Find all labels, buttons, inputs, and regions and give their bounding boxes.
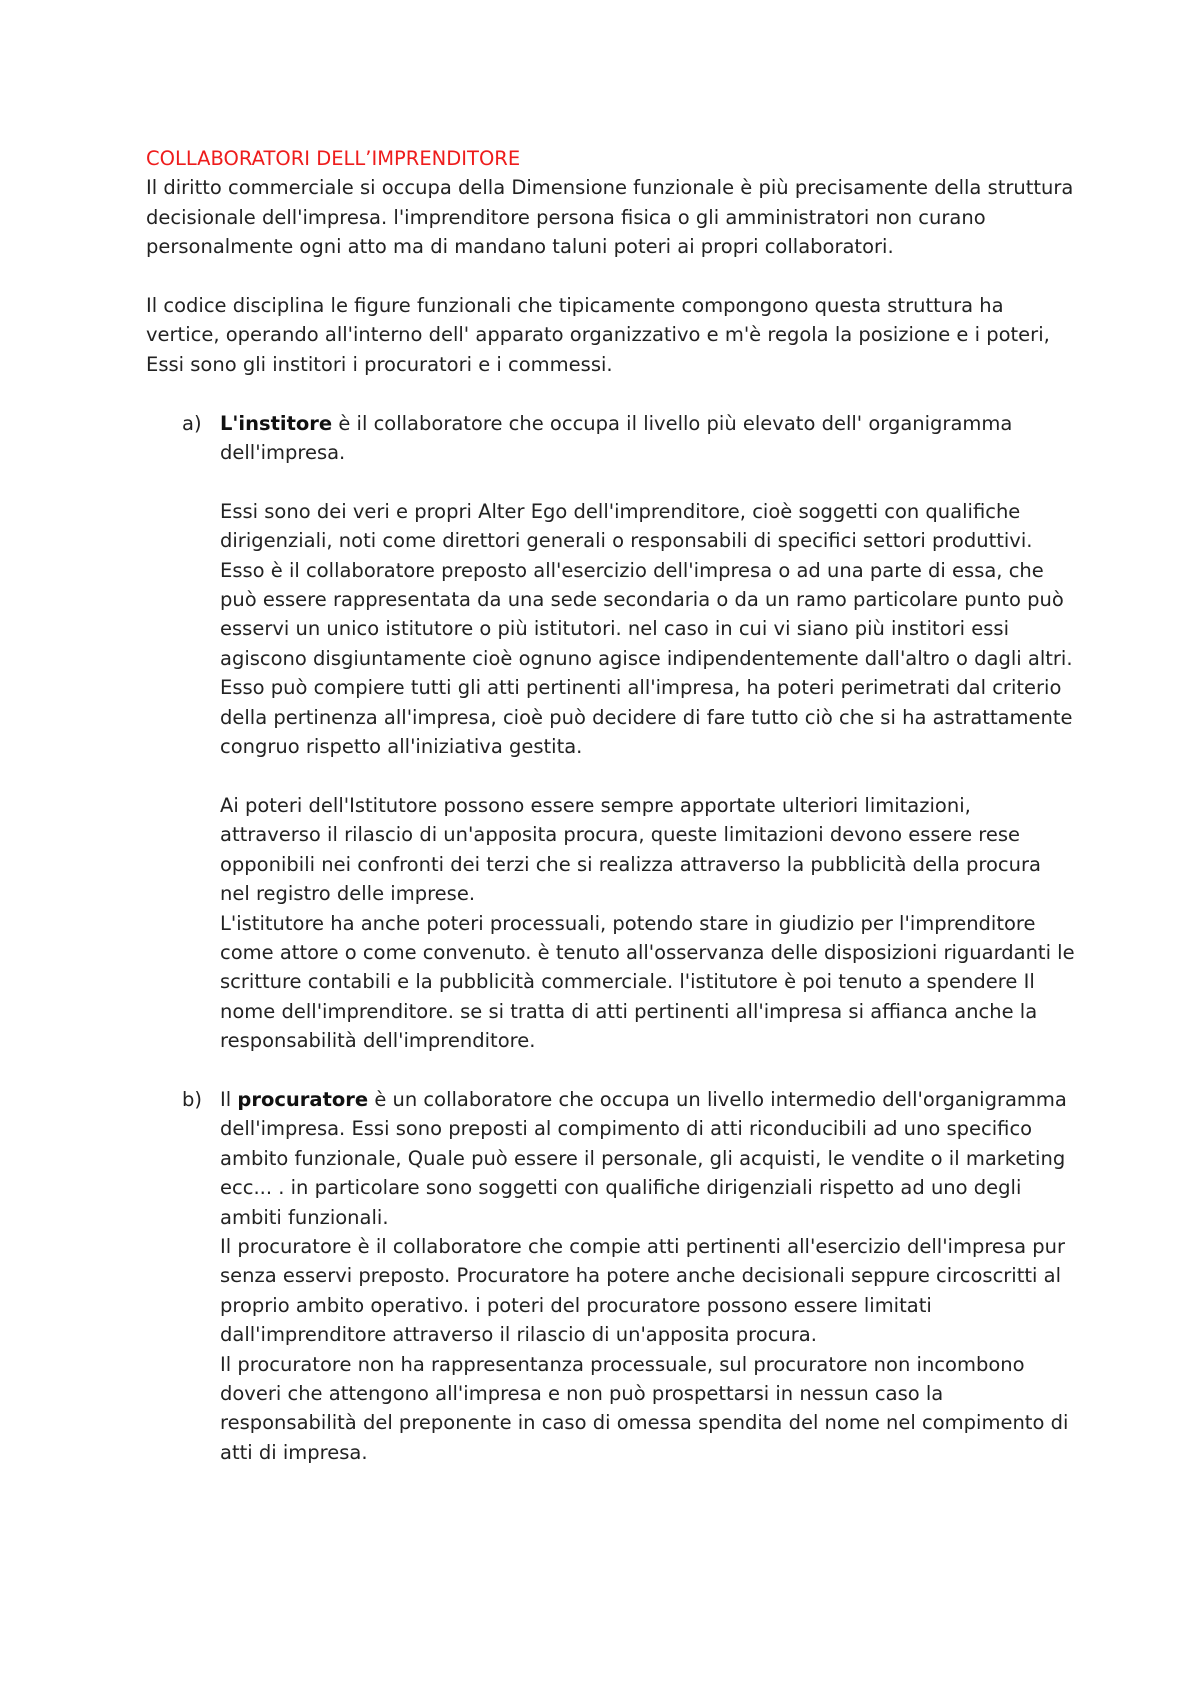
list-marker: b) — [182, 1087, 202, 1111]
intro-paragraph-2: Il codice disciplina le figure funzionali che tipicamente compongono questa struttura ha vertice, operando all'interno dell' apparato organizzativo e m'è regola la posizione e i poteri, Essi sono gli institori i procuratori e i commessi. — [146, 294, 1050, 376]
institore-lead — [220, 409, 1076, 468]
document-page — [146, 144, 1076, 1467]
institore-paragraph-3: Esso può compiere tutti gli atti pertinenti all'impresa, ha poteri perimetrati dal criterio della pertinenza all'impresa, cioè può decidere di fare tutto ciò che si ha astrattamente congruo rispetto all'iniziativa gestita. — [220, 676, 1073, 759]
procuratore-lead — [220, 1085, 1076, 1232]
intro-paragraph-1: Il diritto commerciale si occupa della Dimensione funzionale è più precisamente della struttura decisionale dell'impresa. l'imprenditore persona fisica o gli amministratori non curano personalmente ogni atto ma di mandano taluni poteri ai propri collaboratori. — [146, 176, 1074, 259]
institore-paragraph-1: Essi sono dei veri e propri Alter Ego dell'imprenditore, cioè soggetti con qualifiche dirigenziali, noti come direttori generali o responsabili di specifici settori produttivi. — [220, 499, 1033, 553]
spacer — [146, 262, 1076, 291]
procuratore-lead-text: è un collaboratore che occupa un livello intermedio dell'organigramma dell'impresa. Essi sono preposti al compimento di atti riconducibili ad uno specifico ambito funzionale, Quale può essere il personale, gli acquisti, le vendite o il marketing ecc... . in particolare sono soggetti con qualifiche dirigenziali rispetto ad uno degli ambiti funzionali. — [220, 1087, 1067, 1229]
list-marker: a) — [182, 411, 202, 435]
procuratore-paragraph-2: Il procuratore non ha rappresentanza processuale, sul procuratore non incombono doveri che attengono all'impresa e non può prospettarsi in nessun caso la responsabilità del preponente in caso di omessa spendita del nome nel compimento di atti di impresa. — [220, 1352, 1069, 1464]
spacer — [220, 761, 1076, 790]
term-institore: L'institore — [220, 411, 333, 435]
procuratore-lead-pre: Il — [220, 1087, 238, 1111]
page-title: COLLABORATORI DELL’IMPRENDITORE — [146, 147, 521, 170]
spacer — [146, 379, 1076, 408]
institore-paragraph-5: L'istitutore ha anche poteri processuali, potendo stare in giudizio per l'imprenditore come attore o come convenuto. è tenuto all'osservanza delle disposizioni riguardanti le scritture contabili e la pubblicità commerciale. l'istitutore è poi tenuto a spendere Il nome dell'imprenditore. se si tratta di atti pertinenti all'impresa si affianca anche la responsabilità dell'imprenditore. — [220, 911, 1075, 1053]
spacer — [220, 467, 1076, 496]
procuratore-paragraph-1: Il procuratore è il collaboratore che compie atti pertinenti all'esercizio dell'impresa pur senza esservi preposto. Procuratore ha potere anche decisionali seppure circoscritti al proprio ambito operativo. i poteri del procuratore possono essere limitati dall'imprenditore attraverso il rilascio di un'apposita procura. — [220, 1234, 1065, 1347]
term-procuratore: procuratore — [237, 1087, 369, 1111]
spacer — [146, 1056, 1076, 1085]
institore-lead-text: è il collaboratore che occupa il livello più elevato dell' organigramma dell'impresa. — [220, 411, 1013, 465]
institore-paragraph-4: Ai poteri dell'Istitutore possono essere sempre apportate ulteriori limitazioni, attraverso il rilascio di un'apposita procura, queste limitazioni devono essere rese opponibili nei confronti dei terzi che si realizza attraverso la pubblicità della procura nel registro delle imprese. — [220, 793, 1041, 906]
list-item-institore — [146, 409, 1076, 1056]
institore-paragraph-2: Esso è il collaboratore preposto all'esercizio dell'impresa o ad una parte di essa, che può essere rappresentata da una sede secondaria o da un ramo particolare punto può esservi un unico istitutore o più istitutori. nel caso in cui vi siano più institori essi agiscono disgiuntamente cioè ognuno agisce indipendentemente dall'altro o dagli altri. — [220, 558, 1073, 670]
list-item-procuratore — [146, 1085, 1076, 1467]
